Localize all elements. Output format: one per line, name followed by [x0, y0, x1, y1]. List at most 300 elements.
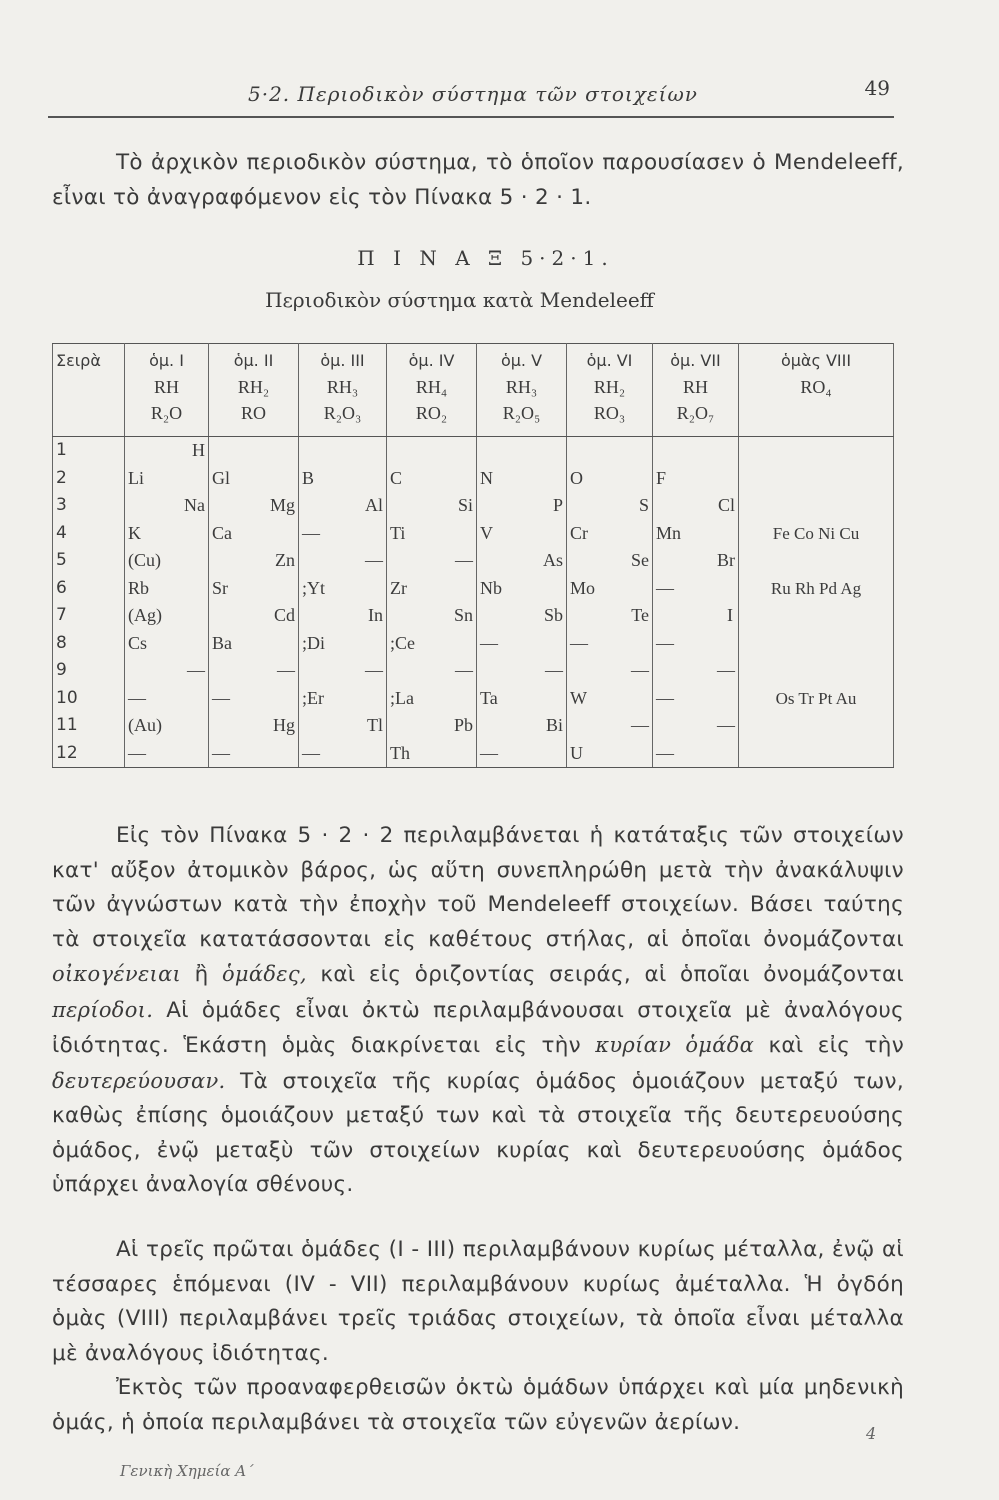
element-cell — [477, 437, 567, 465]
element-cell — [209, 740, 299, 768]
element-cell — [125, 657, 209, 685]
element-cell — [567, 465, 653, 493]
element-right: — — [277, 660, 295, 680]
group-viii-cell: Ru Rh Pd Ag — [739, 575, 894, 603]
element-right: Zn — [275, 550, 295, 570]
element-right: Mg — [269, 495, 295, 515]
header-label: ὁμ. IV — [408, 351, 455, 370]
header-f2: R₂O — [150, 403, 183, 423]
body-paragraph-3 — [52, 1371, 904, 1440]
element-cell — [299, 492, 387, 520]
element-left: F — [656, 467, 667, 488]
element-cell — [477, 630, 567, 658]
group-viii-cell — [739, 602, 894, 630]
element-cell — [653, 602, 739, 630]
element-cell — [477, 547, 567, 575]
table-row — [53, 712, 894, 740]
element-right — [641, 740, 649, 768]
p1-text-i: καὶ εἰς τὴν — [768, 1033, 905, 1058]
header-label: ὁμ. I — [149, 351, 184, 370]
element-cell — [653, 547, 739, 575]
element-right — [555, 740, 563, 768]
element-cell — [209, 685, 299, 713]
element-cell — [125, 740, 209, 768]
element-left: K — [128, 522, 141, 543]
p1-text-a: Εἰς τὸν Πίνακα 5 · 2 · 2 περιλαμβάνεται ἡ κατάταξις τῶν στοιχείων κατ' αὔξον ἀτομικὸν βάρος, ὡς αὕτη συνεπληρώθη μετὰ τὴν ἀνακάλυψιν τῶν ἀγνώστων κατὰ τὴν ἐποχὴν τοῦ Mendeleeff στοιχείων. Βάσει ταύτης τὰ στοιχεῖα κατατάσσονται εἰς καθέτους στήλας, αἱ ὁποῖαι ὀνομάζονται — [52, 823, 904, 952]
element-right — [375, 520, 383, 548]
table-row — [53, 685, 894, 713]
element-right: Hg — [273, 715, 295, 735]
element-left: — — [128, 742, 146, 763]
element-left — [570, 602, 578, 630]
element-left: — — [656, 687, 674, 708]
element-right — [375, 685, 383, 713]
element-right: Cd — [273, 605, 295, 625]
element-left: ;Yt — [302, 577, 326, 598]
element-right — [287, 465, 295, 493]
element-cell — [567, 630, 653, 658]
p1-text-c: ἢ — [194, 962, 209, 987]
element-right: I — [727, 605, 733, 625]
element-right — [287, 630, 295, 658]
element-left — [570, 492, 578, 520]
element-right — [465, 685, 473, 713]
header-label: ὁμ. VII — [670, 351, 721, 370]
element-right: — — [545, 660, 563, 680]
element-left — [128, 657, 136, 685]
element-cell — [125, 602, 209, 630]
element-right — [375, 465, 383, 493]
element-left: Gl — [212, 467, 230, 488]
element-left: Li — [128, 467, 144, 488]
element-cell — [387, 492, 477, 520]
element-cell — [477, 740, 567, 768]
element-right — [465, 520, 473, 548]
row-number: 4 — [53, 520, 125, 548]
element-left: Ca — [212, 522, 232, 543]
element-cell — [567, 547, 653, 575]
element-right — [641, 465, 649, 493]
element-cell — [387, 437, 477, 465]
header-group-5 — [477, 344, 567, 437]
element-left: — — [656, 577, 674, 598]
element-cell — [299, 630, 387, 658]
header-group-6 — [567, 344, 653, 437]
element-left — [390, 712, 398, 740]
element-left — [212, 547, 220, 575]
element-left — [390, 657, 398, 685]
element-cell — [477, 520, 567, 548]
element-left: C — [390, 467, 403, 488]
element-right: Si — [457, 495, 473, 515]
element-left — [480, 657, 488, 685]
element-right: Sn — [453, 605, 473, 625]
table-row — [53, 602, 894, 630]
header-label: ὁμ. V — [500, 351, 543, 370]
header-f1: RH — [682, 377, 708, 397]
element-cell — [209, 712, 299, 740]
header-f1: RH₃ — [326, 377, 359, 397]
header-f2: RO₃ — [593, 403, 626, 423]
element-cell — [125, 575, 209, 603]
footer-sheet-number: 4 — [866, 1424, 877, 1443]
element-right — [375, 575, 383, 603]
header-f1: RH₃ — [505, 377, 538, 397]
element-left: Mn — [656, 522, 682, 543]
element-left — [390, 492, 398, 520]
element-cell — [125, 437, 209, 465]
element-cell — [387, 630, 477, 658]
element-left: — — [302, 522, 320, 543]
element-left: (Au) — [128, 715, 162, 735]
element-left: — — [480, 632, 498, 653]
element-left: W — [570, 687, 587, 708]
element-left: — — [302, 742, 320, 763]
element-left — [480, 492, 488, 520]
element-left — [302, 657, 310, 685]
element-cell — [653, 685, 739, 713]
element-left: — — [128, 687, 146, 708]
element-left — [480, 547, 488, 575]
element-right — [555, 465, 563, 493]
header-row-label — [53, 344, 125, 437]
group-viii-cell — [739, 712, 894, 740]
header-label: ὁμὰς VIII — [780, 351, 852, 370]
element-right: — — [365, 660, 383, 680]
group-viii-cell — [739, 630, 894, 658]
body-paragraph-1 — [52, 819, 904, 1203]
row-number: 5 — [53, 547, 125, 575]
group-viii-cell — [739, 437, 894, 465]
element-right — [727, 575, 735, 603]
header-f2: RO₂ — [415, 403, 448, 423]
table-body — [53, 437, 894, 768]
p1-text-k: Τὰ στοιχεῖα τῆς κυρίας ὁμάδος ὁμοιάζουν μεταξύ των, καθὼς ἐπίσης ὁμοιάζουν μεταξύ των καὶ τὰ στοιχεῖα τῆς δευτερευούσης ὁμάδος, ἐνῷ μεταξὺ τῶν στοιχείων κυρίας καὶ δευτερευούσης ὁμάδος ὑπάρχει ἀναλογία σθένους. — [52, 1068, 905, 1197]
element-right: — — [455, 550, 473, 570]
header-label: ὁμ. II — [233, 351, 274, 370]
element-right: S — [638, 495, 649, 515]
p1-text-g: Αἱ ὁμάδες εἶναι ὀκτὼ περιλαμβάνουσαι στοιχεῖα μὲ ἀναλόγους ἰδιότητας. Ἑκάστη ὁμὰς διακρίνεται εἰς τὴν — [52, 997, 905, 1058]
element-right — [727, 740, 735, 768]
element-left: ;Ce — [390, 632, 415, 653]
group-viii-cell — [739, 465, 894, 493]
element-left — [656, 492, 664, 520]
element-left — [570, 547, 578, 575]
element-cell — [653, 437, 739, 465]
page-number: 49 — [864, 76, 890, 100]
element-left — [656, 602, 664, 630]
element-cell — [299, 520, 387, 548]
element-cell — [125, 630, 209, 658]
group-viii-cell: Os Tr Pt Au — [739, 685, 894, 713]
element-cell — [653, 630, 739, 658]
element-left: O — [570, 467, 583, 488]
element-cell — [567, 602, 653, 630]
table-subtitle: Περιοδικὸν σύστημα κατὰ Mendeleeff — [265, 288, 654, 312]
table-row — [53, 740, 894, 768]
element-cell — [299, 602, 387, 630]
element-cell — [477, 575, 567, 603]
intro-paragraph — [52, 146, 904, 215]
element-cell — [387, 547, 477, 575]
element-cell — [125, 547, 209, 575]
element-left: Rb — [128, 577, 150, 598]
header-f1: RH — [153, 377, 179, 397]
table-row — [53, 437, 894, 465]
element-left — [302, 602, 310, 630]
element-cell — [653, 740, 739, 768]
element-right: Pb — [453, 715, 473, 735]
element-right — [287, 685, 295, 713]
element-cell — [653, 657, 739, 685]
term-main-group: κυρίαν ὁμάδα — [595, 1033, 755, 1057]
element-cell — [477, 465, 567, 493]
table-row — [53, 657, 894, 685]
element-left: Ta — [480, 687, 498, 708]
element-cell — [299, 740, 387, 768]
row-number: 10 — [53, 685, 125, 713]
element-right — [555, 575, 563, 603]
element-cell — [567, 437, 653, 465]
element-left — [128, 492, 136, 520]
header-f2: R₂O₇ — [676, 403, 715, 423]
element-cell — [209, 575, 299, 603]
header-group-1 — [125, 344, 209, 437]
header-f1: RH₄ — [415, 377, 448, 397]
element-right — [287, 575, 295, 603]
element-left: — — [656, 742, 674, 763]
element-right — [727, 630, 735, 658]
group-viii-cell — [739, 492, 894, 520]
element-right — [465, 575, 473, 603]
group-viii-cell: Fe Co Ni Cu — [739, 520, 894, 548]
term-sub-group: δευτερεύουσαν. — [52, 1068, 226, 1093]
element-right: Al — [365, 495, 383, 515]
table-caption: Π Ι Ν Α Ξ 5·2·1. — [357, 246, 614, 270]
element-right — [197, 685, 205, 713]
element-cell — [209, 520, 299, 548]
element-left: Zr — [390, 577, 407, 598]
element-cell — [125, 520, 209, 548]
element-right: Se — [631, 550, 649, 570]
element-cell — [653, 492, 739, 520]
table-row — [53, 492, 894, 520]
element-cell — [477, 657, 567, 685]
table-row — [53, 465, 894, 493]
element-right — [197, 630, 205, 658]
element-right — [465, 465, 473, 493]
element-right — [197, 740, 205, 768]
header-f1: RH₂ — [593, 377, 626, 397]
group-viii-cell — [739, 657, 894, 685]
element-left — [212, 492, 220, 520]
element-left: — — [212, 687, 230, 708]
element-cell — [387, 657, 477, 685]
table-row — [53, 630, 894, 658]
element-left — [480, 712, 488, 740]
element-left — [656, 712, 664, 740]
header-f2: RO — [240, 403, 266, 423]
header-group-2 — [209, 344, 299, 437]
element-cell — [567, 685, 653, 713]
element-left: (Ag) — [128, 605, 162, 625]
element-right: — — [455, 660, 473, 680]
element-cell — [299, 437, 387, 465]
element-right — [197, 465, 205, 493]
running-header — [48, 70, 894, 118]
element-cell — [653, 465, 739, 493]
row-number: 9 — [53, 657, 125, 685]
element-left — [128, 437, 136, 465]
element-cell — [209, 657, 299, 685]
table-row — [53, 547, 894, 575]
header-f2: R₂O₃ — [323, 403, 362, 423]
element-right — [555, 520, 563, 548]
header-f2: RO₄ — [800, 377, 832, 397]
element-right — [555, 685, 563, 713]
element-right: Te — [631, 605, 649, 625]
element-left: Mo — [570, 577, 596, 598]
term-groups: ὁμάδες, — [221, 962, 307, 986]
element-left — [302, 492, 310, 520]
element-cell — [653, 575, 739, 603]
element-cell — [477, 602, 567, 630]
element-right — [465, 740, 473, 768]
element-cell — [209, 437, 299, 465]
element-left — [302, 547, 310, 575]
element-right — [197, 520, 205, 548]
p3-text: Ἐκτὸς τῶν προαναφερθεισῶν ὀκτὼ ὁμάδων ὑπάρχει καὶ μία μηδενικὴ ὁμάς, ἡ ὁποία περιλαμβάνει τὰ στοιχεῖα τῶν εὐγενῶν ἀερίων. — [52, 1375, 904, 1435]
element-cell — [209, 630, 299, 658]
element-cell — [125, 712, 209, 740]
element-cell — [299, 465, 387, 493]
element-cell — [567, 712, 653, 740]
element-left — [212, 657, 220, 685]
element-right — [641, 685, 649, 713]
element-left: Cs — [128, 632, 148, 653]
element-left: Ti — [390, 522, 406, 543]
element-left: B — [302, 467, 315, 488]
row-number: 12 — [53, 740, 125, 768]
element-right: In — [368, 605, 383, 625]
element-cell — [125, 465, 209, 493]
element-right — [197, 602, 205, 630]
element-left: — — [480, 742, 498, 763]
header-label: ὁμ. III — [320, 351, 365, 370]
element-left: (Cu) — [128, 550, 161, 570]
element-left: ;La — [390, 687, 414, 708]
element-right: — — [631, 660, 649, 680]
p1-text-e: καὶ εἰς ὁριζοντίας σειράς, αἱ ὁποῖαι ὀνομάζονται — [320, 962, 904, 987]
element-right: — — [717, 715, 735, 735]
element-cell — [653, 520, 739, 548]
element-right — [727, 465, 735, 493]
table-row — [53, 575, 894, 603]
element-cell — [209, 547, 299, 575]
element-cell — [653, 712, 739, 740]
table-row — [53, 520, 894, 548]
element-cell — [387, 575, 477, 603]
element-cell — [299, 712, 387, 740]
element-right — [197, 547, 205, 575]
element-left — [656, 547, 664, 575]
row-number: 1 — [53, 437, 125, 465]
term-families: οἰκογένειαι — [52, 962, 182, 986]
element-left — [390, 602, 398, 630]
element-cell — [567, 740, 653, 768]
element-cell — [299, 657, 387, 685]
header-group-8 — [739, 344, 894, 437]
element-right: — — [365, 550, 383, 570]
footer-signature: Γενικὴ Χημεία Α΄ — [120, 1462, 254, 1480]
element-right — [641, 520, 649, 548]
element-right — [641, 575, 649, 603]
element-cell — [477, 492, 567, 520]
element-cell — [209, 602, 299, 630]
running-title: 5·2. Περιοδικὸν σύστημα τῶν στοιχείων — [248, 82, 698, 106]
element-left: V — [480, 522, 493, 543]
element-left: Th — [390, 742, 410, 763]
element-cell — [387, 685, 477, 713]
p2-text: Αἱ τρεῖς πρῶται ὁμάδες (I - III) περιλαμβάνουν κυρίως μέταλλα, ἐνῷ αἱ τέσσαρες ἑπόμεναι (IV - VII) περιλαμβάνουν κυρίως ἀμέταλλα. Ἡ ὀγδόη ὁμὰς (VIII) περιλαμβάνει τρεῖς τριάδας στοιχείων, τὰ ὁποῖα εἶναι μέταλλα μὲ ἀναλόγους ἰδιότητας. — [52, 1237, 904, 1366]
element-cell — [125, 685, 209, 713]
element-right — [287, 740, 295, 768]
element-right: — — [717, 660, 735, 680]
element-left: — — [212, 742, 230, 763]
header-f2: R₂O₅ — [502, 403, 541, 423]
row-number: 8 — [53, 630, 125, 658]
element-left — [390, 547, 398, 575]
element-left — [212, 602, 220, 630]
header-label: ὁμ. VI — [586, 351, 633, 370]
element-cell — [299, 547, 387, 575]
element-left: Sr — [212, 577, 229, 598]
element-cell — [387, 740, 477, 768]
row-number: 6 — [53, 575, 125, 603]
element-right — [375, 630, 383, 658]
element-cell — [567, 657, 653, 685]
element-right: Na — [184, 495, 205, 515]
element-right — [727, 520, 735, 548]
element-cell — [209, 465, 299, 493]
element-cell — [387, 602, 477, 630]
element-cell — [567, 520, 653, 548]
element-right: — — [187, 660, 205, 680]
element-cell — [387, 520, 477, 548]
element-cell — [125, 492, 209, 520]
element-right: H — [192, 440, 205, 460]
body-paragraph-2 — [52, 1233, 904, 1371]
row-number: 7 — [53, 602, 125, 630]
element-left: U — [570, 742, 583, 763]
row-number: 3 — [53, 492, 125, 520]
element-right — [555, 630, 563, 658]
element-cell — [299, 685, 387, 713]
element-left — [570, 657, 578, 685]
group-viii-cell — [739, 740, 894, 768]
intro-text: Τὸ ἀρχικὸν περιοδικὸν σύστημα, τὸ ὁποῖον παρουσίασεν ὁ Mendeleeff, εἶναι τὸ ἀναγραφόμενον εἰς τὸν Πίνακα 5 · 2 · 1. — [52, 150, 904, 210]
element-left — [656, 657, 664, 685]
element-right — [641, 630, 649, 658]
element-right: Sb — [543, 605, 563, 625]
element-right: — — [631, 715, 649, 735]
element-cell — [477, 712, 567, 740]
row-number: 2 — [53, 465, 125, 493]
term-periods: περίοδοι. — [52, 997, 154, 1022]
element-left: Cr — [570, 522, 588, 543]
element-left: — — [570, 632, 588, 653]
element-right: Br — [717, 550, 735, 570]
